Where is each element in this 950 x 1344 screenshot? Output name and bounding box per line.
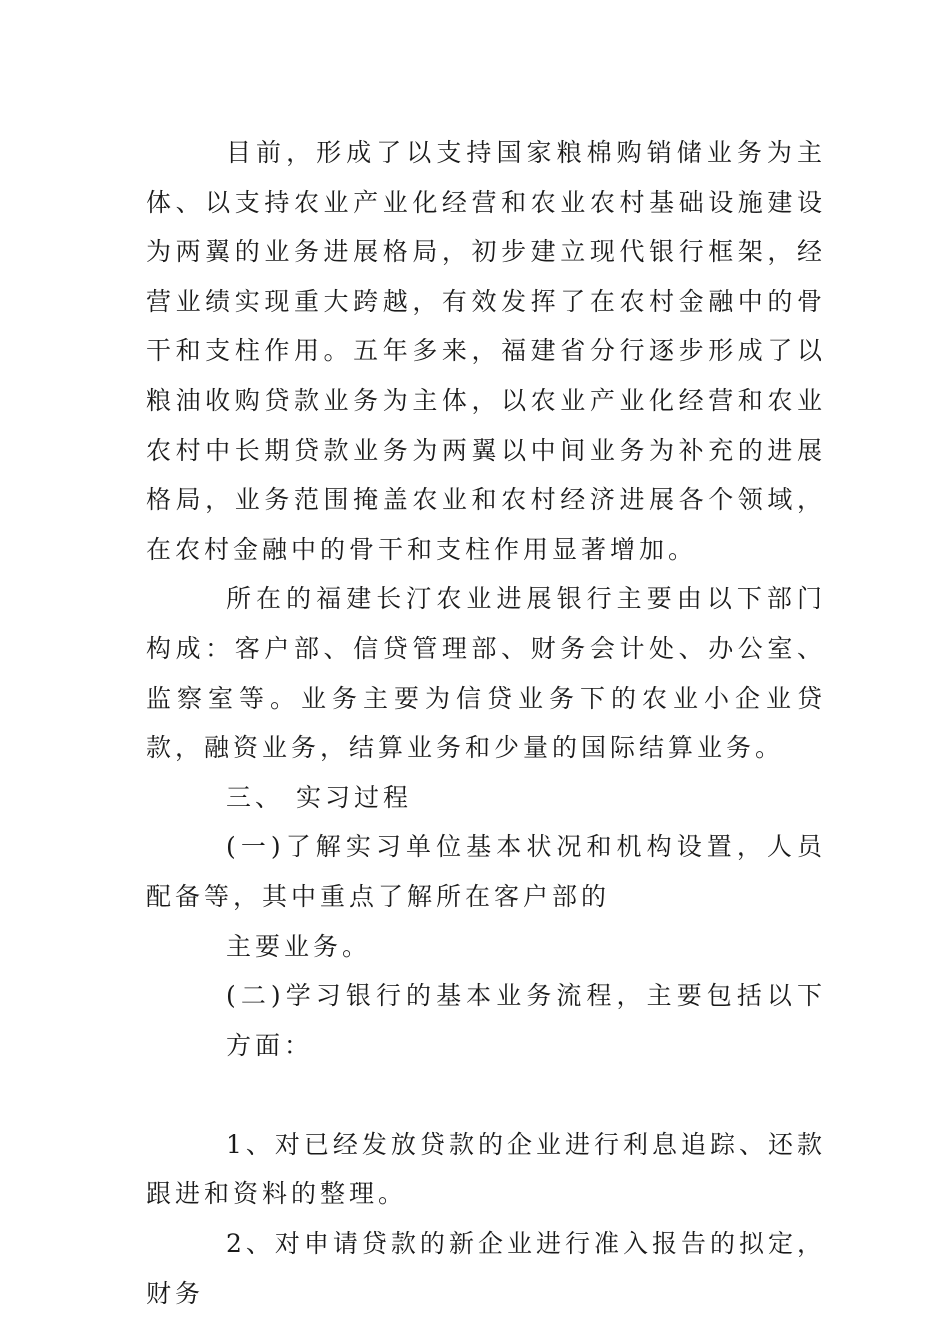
paragraph-item-one-continued: 主要业务。 — [226, 931, 372, 961]
paragraph-overview: 目前，形成了以支持国家粮棉购销储业务为主体、以支持农业产业化经营和农业农村基础设施建设为两翼的业务进展格局，初步建立现代银行框架，经营业绩实现重大跨越，有效发挥了在农村金融中的骨干和支柱作用。五年多来，福建省分行逐步形成了以粮油收购贷款业务为主体，以农业产业化经营和农业农村中长期贷款业务为两翼以中间业务为补充的进展格局，业务范围掩盖农业和农村经济进展各个领域，在农村金融中的骨干和支柱作用显著增加。 — [146, 138, 826, 564]
list-item-2: 2、对申请贷款的新企业进行准入报告的拟定，财务 — [146, 1229, 826, 1308]
section-heading-internship-process: 三、 实习过程 — [226, 782, 412, 812]
paragraph-departments: 所在的福建长汀农业进展银行主要由以下部门构成：客户部、信贷管理部、财务会计处、办公室、监察室等。业务主要为信贷业务下的农业小企业贷款，融资业务，结算业务和少量的国际结算业务。 — [146, 584, 826, 763]
document-body — [146, 128, 826, 1318]
paragraph-item-two: (二)学习银行的基本业务流程，主要包括以下方面： — [226, 981, 826, 1060]
paragraph-item-one: (一)了解实习单位基本状况和机构设置，人员配备等，其中重点了解所在客户部的 — [146, 832, 826, 911]
blank-line — [146, 1070, 826, 1120]
list-item-1: 1、对已经发放贷款的企业进行利息追踪、还款跟进和资料的整理。 — [146, 1129, 826, 1209]
